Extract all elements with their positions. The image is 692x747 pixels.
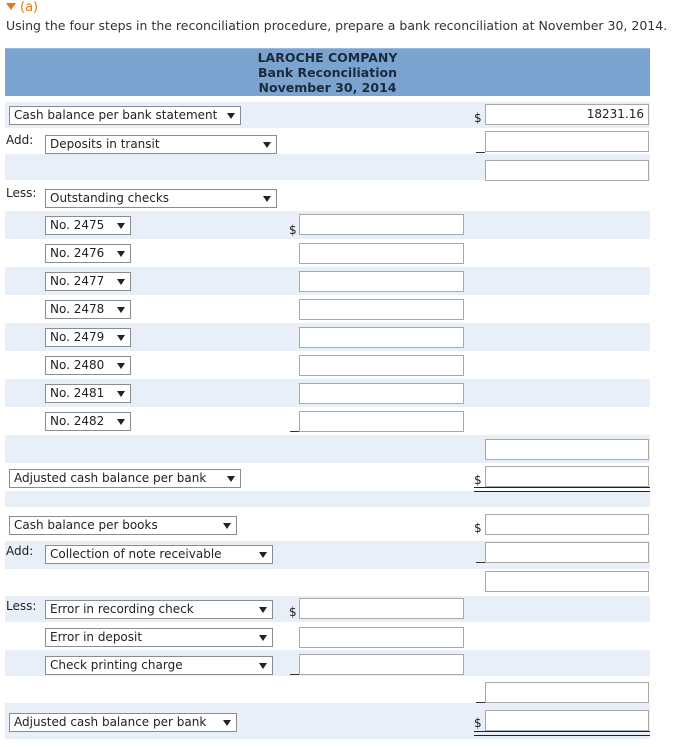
check-amount-input[interactable] xyxy=(299,327,464,348)
error-deposit-input[interactable] xyxy=(299,627,464,648)
adjusted-bank-input[interactable] xyxy=(485,466,649,487)
adjusted-bank-dropdown[interactable]: Adjusted cash balance per bank xyxy=(9,469,241,488)
deductions-total-input[interactable] xyxy=(485,682,649,703)
dropdown-arrow-icon xyxy=(117,307,125,313)
dollar-sign: $ xyxy=(474,521,482,535)
books-balance-dropdown[interactable]: Cash balance per books xyxy=(9,516,237,535)
check-amount-input[interactable] xyxy=(299,355,464,376)
collection-input[interactable] xyxy=(485,542,649,563)
check-dropdown[interactable]: No. 2479 xyxy=(45,328,131,347)
deposits-dropdown[interactable]: Deposits in transit xyxy=(45,135,277,154)
check-dropdown[interactable]: No. 2481 xyxy=(45,384,131,403)
dropdown-arrow-icon xyxy=(259,552,267,558)
check-amount-input[interactable] xyxy=(299,411,464,432)
check-amount-input[interactable] xyxy=(299,299,464,320)
section-label: (a) xyxy=(20,0,39,15)
double-underline xyxy=(474,731,650,736)
section-toggle[interactable] xyxy=(6,0,38,15)
printing-charge-dropdown[interactable]: Check printing charge xyxy=(45,656,273,675)
dropdown-arrow-icon xyxy=(227,113,235,119)
check-dropdown[interactable]: No. 2475 xyxy=(45,216,131,235)
deposits-input[interactable] xyxy=(485,131,649,152)
printing-charge-input[interactable] xyxy=(299,654,464,675)
dropdown-arrow-icon xyxy=(263,196,271,202)
row-band xyxy=(5,491,650,507)
underline xyxy=(476,562,485,563)
bank-balance-dropdown[interactable]: Cash balance per bank statement xyxy=(9,106,241,125)
collection-dropdown[interactable]: Collection of note receivable xyxy=(45,545,273,564)
dropdown-arrow-icon xyxy=(223,720,231,726)
company-name: LAROCHE COMPANY xyxy=(257,50,398,65)
check-dropdown[interactable]: No. 2477 xyxy=(45,272,131,291)
dropdown-arrow-icon xyxy=(227,476,235,482)
check-dropdown[interactable]: No. 2480 xyxy=(45,356,131,375)
less-label: Less: xyxy=(6,186,37,200)
dropdown-arrow-icon xyxy=(117,363,125,369)
dollar-sign: $ xyxy=(474,716,482,730)
less-label: Less: xyxy=(6,599,37,613)
adjusted-books-input[interactable] xyxy=(485,710,649,731)
check-dropdown[interactable]: No. 2476 xyxy=(45,244,131,263)
double-underline xyxy=(474,487,650,492)
dropdown-arrow-icon xyxy=(117,419,125,425)
bank-subtotal-input[interactable] xyxy=(485,160,649,181)
underline xyxy=(476,152,485,153)
dropdown-arrow-icon xyxy=(117,251,125,257)
underline xyxy=(476,702,485,703)
underline xyxy=(290,431,299,432)
dropdown-arrow-icon xyxy=(259,607,267,613)
checks-total-input[interactable] xyxy=(485,439,649,460)
check-amount-input[interactable] xyxy=(299,243,464,264)
dropdown-arrow-icon xyxy=(263,142,271,148)
error-check-input[interactable] xyxy=(299,598,464,619)
books-balance-input[interactable] xyxy=(485,514,649,535)
underline xyxy=(290,674,299,675)
add-label: Add: xyxy=(6,133,34,147)
dropdown-arrow-icon xyxy=(223,523,231,529)
check-amount-input[interactable] xyxy=(299,271,464,292)
dropdown-arrow-icon xyxy=(259,635,267,641)
add-label: Add: xyxy=(6,544,34,558)
books-subtotal-input[interactable] xyxy=(485,571,649,592)
check-amount-input[interactable] xyxy=(299,383,464,404)
bank-balance-input[interactable]: 18231.16 xyxy=(485,104,649,125)
check-dropdown[interactable]: No. 2478 xyxy=(45,300,131,319)
dropdown-arrow-icon xyxy=(117,223,125,229)
dollar-sign: $ xyxy=(289,605,297,619)
dropdown-arrow-icon xyxy=(117,391,125,397)
dropdown-arrow-icon xyxy=(259,663,267,669)
dropdown-arrow-icon xyxy=(117,279,125,285)
dollar-sign: $ xyxy=(474,473,482,487)
dropdown-arrow-icon xyxy=(117,335,125,341)
dollar-sign: $ xyxy=(289,223,297,237)
error-deposit-dropdown[interactable]: Error in deposit xyxy=(45,628,273,647)
collapse-triangle-icon xyxy=(6,3,16,10)
instructions: Using the four steps in the reconciliation procedure, prepare a bank reconciliation at November 30, 2014. xyxy=(6,18,668,33)
check-amount-input[interactable] xyxy=(299,214,464,235)
statement-date: November 30, 2014 xyxy=(258,80,397,95)
statement-title: Bank Reconciliation xyxy=(258,65,397,80)
check-dropdown[interactable]: No. 2482 xyxy=(45,412,131,431)
outstanding-checks-dropdown[interactable]: Outstanding checks xyxy=(45,189,277,208)
error-check-dropdown[interactable]: Error in recording check xyxy=(45,600,273,619)
adjusted-books-dropdown[interactable]: Adjusted cash balance per bank xyxy=(9,713,237,732)
dollar-sign: $ xyxy=(474,111,482,125)
